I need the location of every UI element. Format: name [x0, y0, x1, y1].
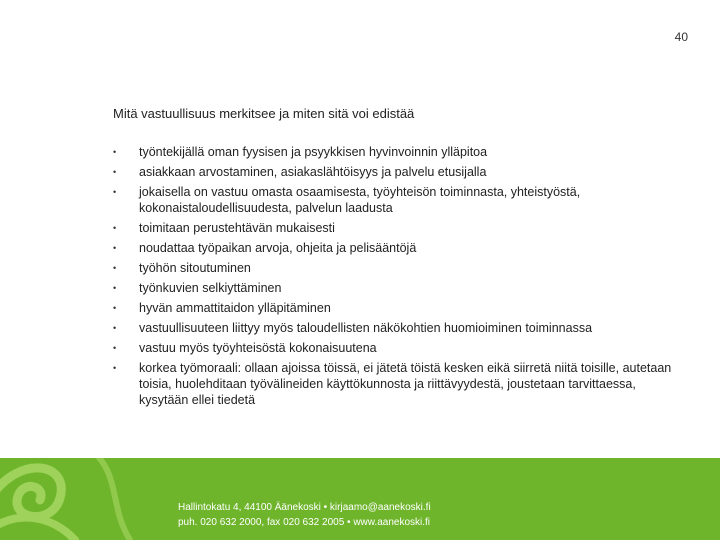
list-item: • asiakkaan arvostaminen, asiakaslähtöisyys ja palvelu etusijalla: [113, 164, 673, 180]
list-item: • jokaisella on vastuu omasta osaamisesta, työyhteisön toiminnasta, yhteistyöstä, kokonaistaloudellisuudesta, palvelun laadusta: [113, 184, 673, 216]
list-item: • korkea työmoraali: ollaan ajoissa töissä, ei jätetä töistä kesken eikä siirretä niitä toisille, autetaan toisia, huolehditaan työvälineiden käyttökunnosta ja riittävyydestä, joustetaan tarvittaessa, kysytään ellei tiedetä: [113, 360, 673, 408]
page-number: 40: [674, 30, 688, 44]
swirl-logo-icon: [0, 458, 140, 540]
list-item: • työntekijällä oman fyysisen ja psyykkisen hyvinvoinnin ylläpitoa: [113, 144, 673, 160]
list-item: • työnkuvien selkiyttäminen: [113, 280, 673, 296]
list-item: • hyvän ammattitaidon ylläpitäminen: [113, 300, 673, 316]
bullet-list: [113, 144, 673, 412]
list-item: • vastuu myös työyhteisöstä kokonaisuutena: [113, 340, 673, 356]
list-item: • vastuullisuuteen liittyy myös taloudellisten näkökohtien huomioiminen toiminnassa: [113, 320, 673, 336]
footer-address: Hallintokatu 4, 44100 Äänekoski • kirjaamo@aanekoski.fi: [178, 502, 431, 513]
list-item: • työhön sitoutuminen: [113, 260, 673, 276]
list-item: • noudattaa työpaikan arvoja, ohjeita ja pelisääntöjä: [113, 240, 673, 256]
footer-contact: [178, 500, 431, 530]
footer-phone: puh. 020 632 2000, fax 020 632 2005 • www.aanekoski.fi: [178, 517, 431, 528]
slide-heading: Mitä vastuullisuus merkitsee ja miten sitä voi edistää: [113, 106, 415, 121]
list-item: • toimitaan perustehtävän mukaisesti: [113, 220, 673, 236]
